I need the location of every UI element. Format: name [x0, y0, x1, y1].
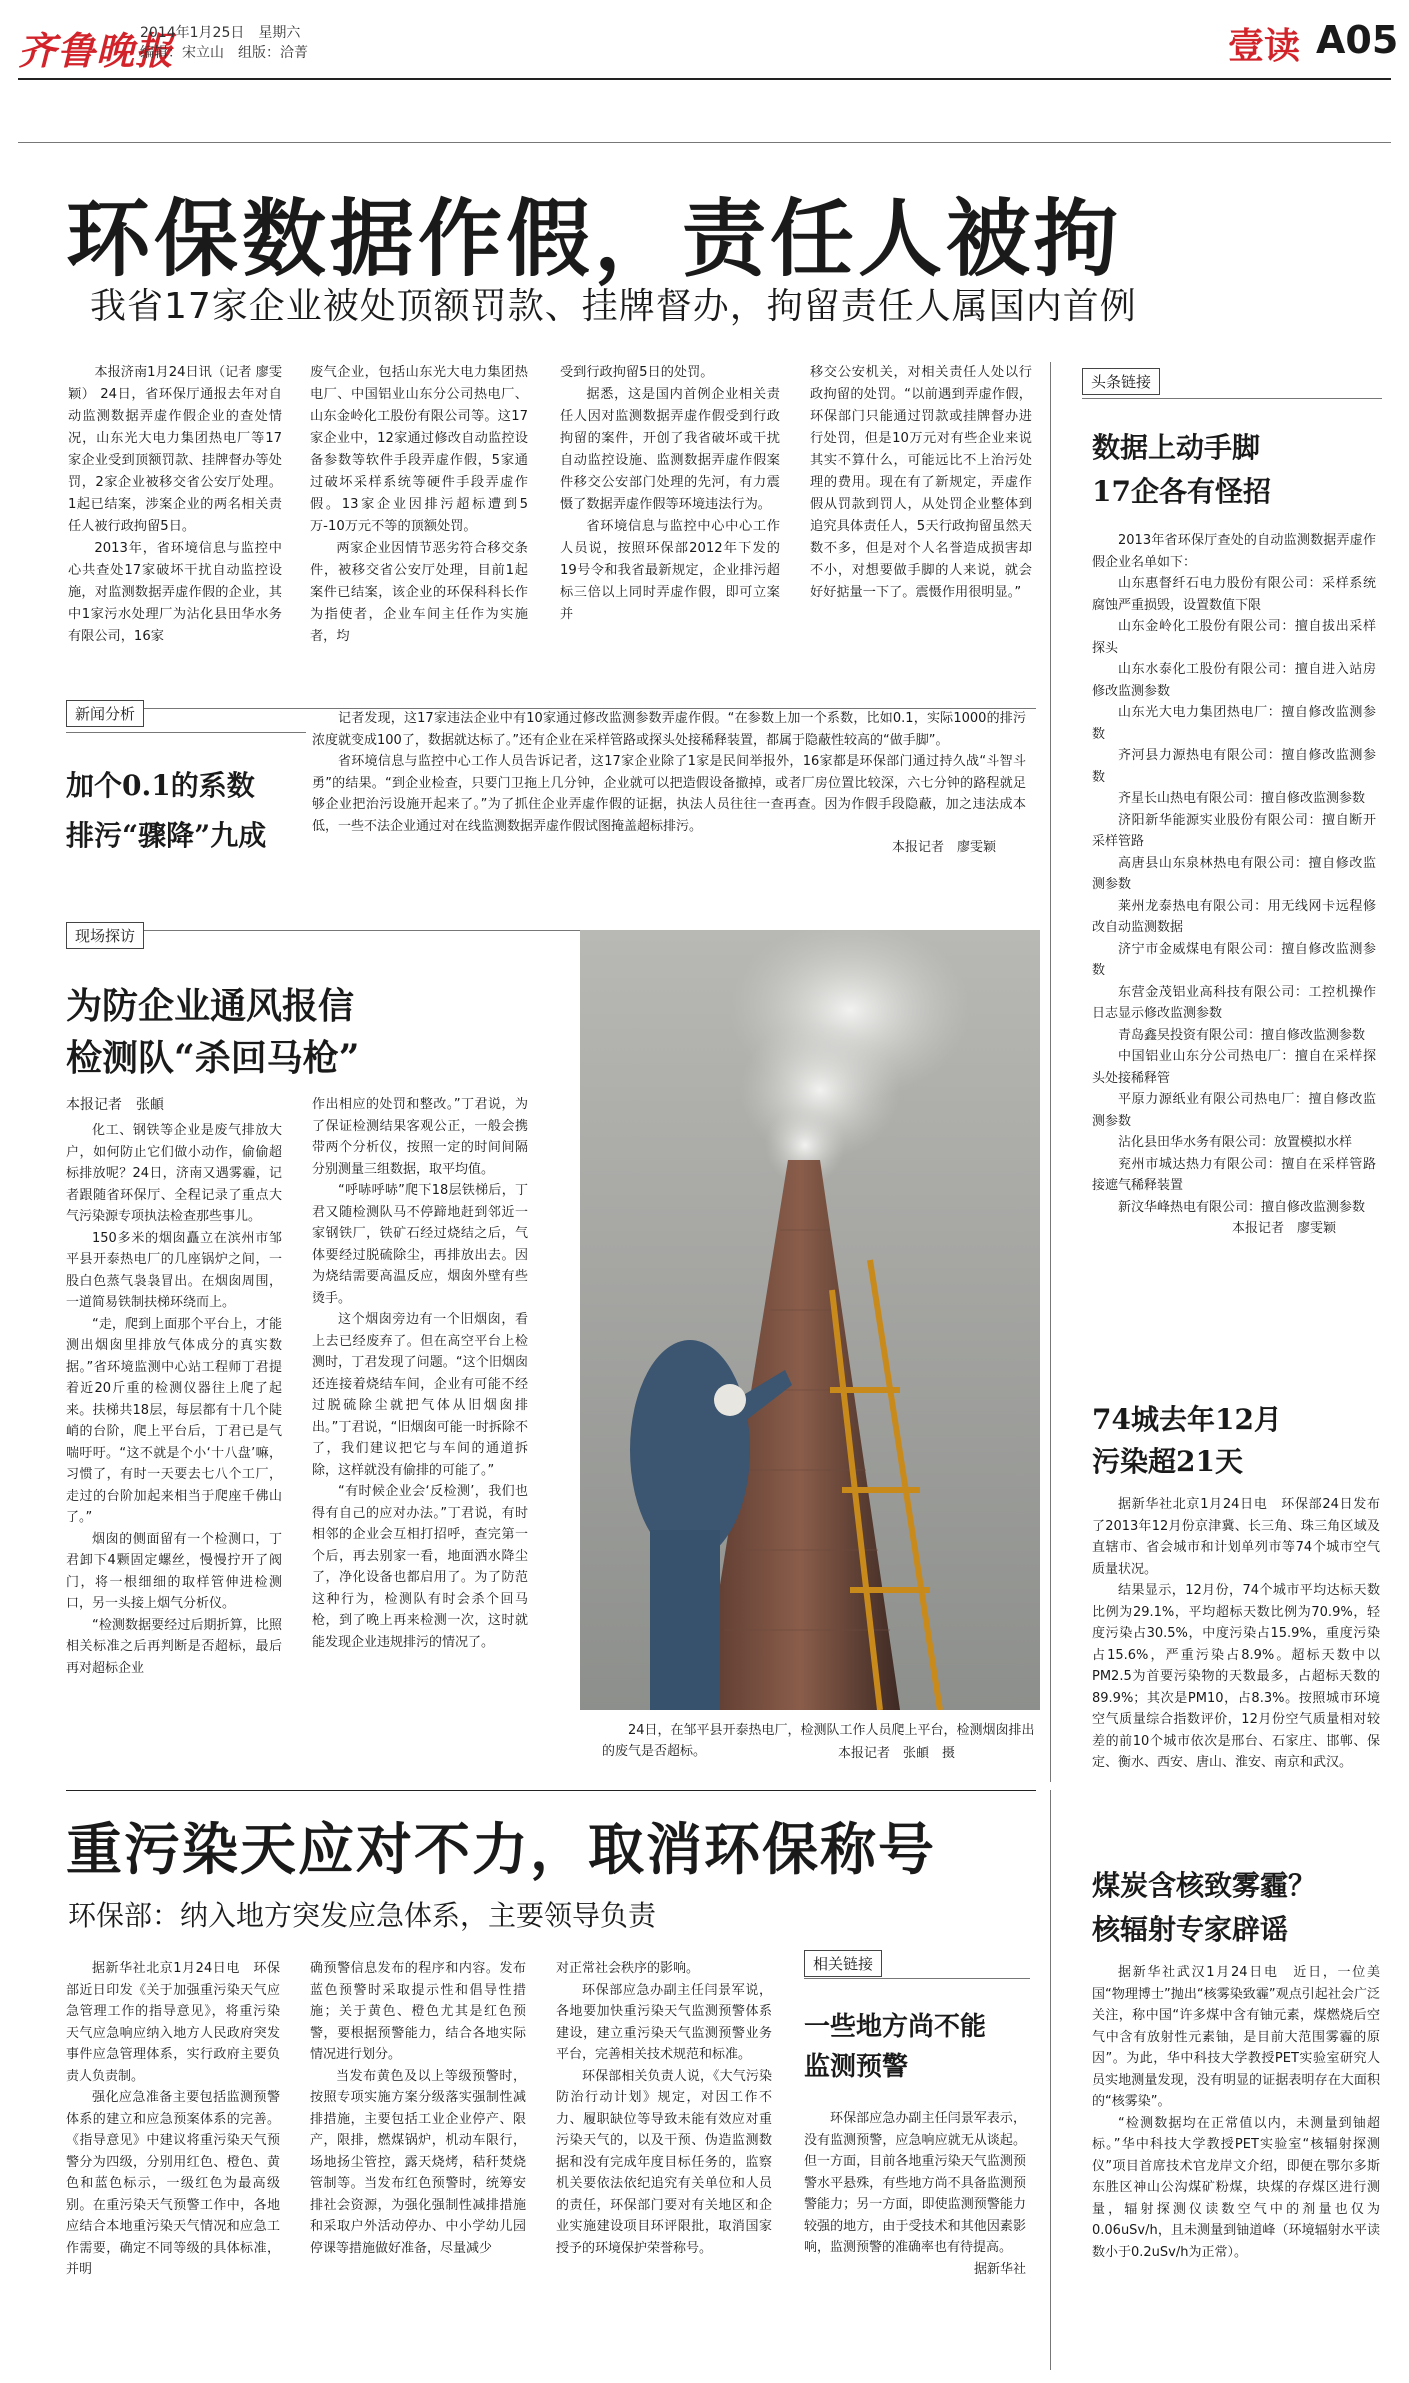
field-byline: 本报记者 张頔: [66, 1097, 164, 1113]
cities-body: 据新华社北京1月24日电 环保部24日发布了2013年12月份京津冀、长三角、珠三角区域及直辖市、省会城市和计划单列市等74个城市空气质量状况。 结果显示，12月份，74个城市平均达标天数比例为29.1%，平均超标天数比例为70.9%，轻度污染占30.5%，中度污染占15.9%，重度污染占15.6%，严重污染占8.9%。超标天数中以PM2.5为首要污染物的天数最多，占超标天数的89.9%；其次是PM10，占8.3%。按照城市环境空气质量综合指数评价，12月份空气质量相对较差的前10个城市依次是邢台、石家庄、邯郸、保定、衡水、西安、唐山、淮安、南京和武汉。: [1092, 1497, 1380, 1770]
smog-col-1: 据新华社北京1月24日电 环保部近日印发《关于加强重污染天气应急管理工作的指导意见》，将重污染天气应急响应纳入地方人民政府突发事件应急管理体系，实行政府主要负责人负责制。 强化应急准备主要包括监测预警体系的建立和应急预案体系的完善。《指导意见》中建议将重污染天气预警分为四级，分别用红色、橙色、黄色和蓝色标示，一级红色为最高级别。在重污染天气预警工作中，各地应结合本地重污染天气情况和应急工作需要，确定不同等级的具体标准，并明: [66, 1961, 280, 2277]
analysis-headline-2: 排污“骤降”九成: [66, 819, 267, 852]
paper-logo: 齐鲁晚报: [18, 28, 175, 73]
coal-headline-2: 核辐射专家辟谣: [1092, 1913, 1289, 1946]
sidebar1-tag: 头条链接: [1082, 368, 1160, 395]
byline: 本报记者 廖雯颖: [1231, 1221, 1336, 1236]
byline: 据新华社: [973, 2261, 1026, 2277]
cities-headline-2: 污染超21天: [1092, 1445, 1243, 1478]
list-item: 山东水泰化工股份有限公司：擅自进入站房修改监测参数: [1092, 662, 1376, 699]
section-name: 壹读: [1228, 25, 1301, 67]
smog-headline: 重污染天应对不力，取消环保称号: [66, 1817, 936, 1883]
coal-body: 据新华社武汉1月24日电 近日，一位美国“物理博士”抛出“核雾染致霾”观点引起社会广泛关注，称中国“许多煤中含有铀元素，煤燃烧后空气中含有放射性元素铀，是目前大范围雾霾的原因”。为此，华中科技大学教授PET实验室研究人员实地测量发现，没有明显的证据表明存在大面积的“核雾染”。 “检测数据均在正常值以内，未测量到铀超标。”华中科技大学教授PET实验室“核辐射探测仪”项目首席技术官龙岸文介绍，即便在鄂尔多斯东胜区神山公沟煤矿粉煤，块煤的存煤区进行测量，辐射探测仪读数空气中的剂量也仅为0.06uSv/h，且未测量到铀道峰（环境辐射水平读数小于0.2uSv/h为正常）。: [1092, 1965, 1380, 2260]
analysis-tag-rule: [66, 732, 306, 733]
photo-caption: 24日，在邹平县开泰热电厂，检测队工作人员爬上平台，检测烟囱排出的废气是否超标。: [602, 1723, 1035, 1759]
smog-col-3: 对正常社会秩序的影响。 环保部应急办副主任闫景军说，各地要加快重污染天气监测预警体系建设，建立重污染天气监测预警业务平台，完善相关技术规范和标准。 环保部相关负责人说，《大气污染防治行动计划》规定，对因工作不力、履职缺位等导致未能有效应对重污染天气的，以及干预、伪造监测数据和没有完成年度目标任务的，监察机关要依法依纪追究有关单位和人员的责任，环保部门要对有关地区和企业实施建设项目环评限批，取消国家授予的环境保护荣誉称号。: [556, 1961, 772, 2256]
col-divider: [1050, 362, 1051, 1782]
field-headline-1: 为防企业通风报信: [66, 985, 355, 1027]
editors-line: 编辑：宋立山 组版：洽菁: [140, 45, 308, 61]
coal-headline-1: 煤炭含核致雾霾？: [1092, 1869, 1317, 1902]
field-col-2: 作出相应的处罚和整改。”丁君说，为了保证检测结果客观公正，一般会携带两个分析仪，按照一定的时间间隔分别测量三组数据，取平均值。 “呼哧呼哧”爬下18层铁梯后，丁君又随检测队马不停蹄地赶到邻近一家钢铁厂，铁矿石经过烧结之后，气体要经过脱硫除尘，再排放出去。因为烧结需要高温反应，烟囱外壁有些烫手。 这个烟囱旁边有一个旧烟囱，看上去已经废弃了。但在高空平台上检测时，丁君发现了问题。“这个旧烟囱还连接着烧结车间，企业有可能不经过脱硫除尘就把气体从旧烟囱排出。”丁君说，“旧烟囱可能一时拆除不了，我们建议把它与车间的通道拆除，这样就没有偷排的可能了。” “有时候企业会‘反检测’，我们也得有自己的应对办法。”丁君说，有时相邻的企业会互相打招呼，查完第一个后，再去别家一看，地面洒水降尘了，净化设备也都启用了。为了防范这种行为，检测队有时会杀个回马枪，到了晚上再来检测一次，这时就能发现企业违规排污的情况了。: [312, 1097, 528, 1650]
sidebar1-headline-1: 数据上动手脚: [1092, 431, 1261, 464]
page-number: A05: [1316, 18, 1399, 62]
list-item: 新汶华峰热电有限公司：擅自修改监测参数: [1118, 1199, 1366, 1215]
sidebar1-box: [1068, 358, 1388, 1348]
list-item: 沾化县田华水务有限公司：放置模拟水样: [1118, 1135, 1353, 1150]
related-tag-rule: [804, 1978, 1030, 1979]
list-item: 青岛鑫旲投资有限公司：擅自修改监测参数: [1118, 1027, 1366, 1043]
lead-headline: 环保数据作假，责任人被拘: [66, 189, 1123, 288]
list-item: 济阳新华能源实业股份有限公司：擅自断开采样管路: [1092, 812, 1376, 849]
related-headline-1: 一些地方尚不能: [804, 2012, 987, 2042]
analysis-headline-1: 加个0.1的系数: [66, 769, 255, 802]
field-tag: 现场探访: [66, 922, 144, 949]
list-item: 莱州龙泰热电有限公司：用无线网卡远程修改自动监测数据: [1092, 898, 1376, 935]
list-item: 兖州市城达热力有限公司：擅自在采样管路接遮气稀释装置: [1092, 1156, 1376, 1193]
date-line: 2014年1月25日 星期六: [140, 25, 301, 41]
lead-subheadline: 我省17家企业被处顶额罚款、挂牌督办，拘留责任人属国内首例: [90, 286, 1137, 327]
related-box: [800, 1950, 1032, 2370]
sidebar1-tag-rule: [1082, 398, 1382, 399]
cities-headline-1: 74城去年12月: [1092, 1403, 1282, 1436]
list-item: 齐河县力源热电有限公司：擅自修改监测参数: [1092, 748, 1376, 785]
related-headline-2: 监测预警: [804, 2052, 909, 2082]
smog-col-2: 确预警信息发布的程序和内容。发布蓝色预警时采取提示性和倡导性措施；关于黄色、橙色尤其是红色预警，要根据预警能力，结合各地实际情况进行划分。 当发布黄色及以上等级预警时，按照专项实施方案分级落实强制性减排措施，主要包括工业企业停产、限产，限排，燃煤锅炉，机动车限行，场地扬尘管控，露天烧烤，秸秆焚烧管制等。当发布红色预警时，统筹安排社会资源，为强化强制性减排措施和采取户外活动停办、中小学幼儿园停课等措施做好准备，尽量减少: [310, 1961, 526, 2256]
list-item: 东营金茂铝业高科技有限公司：工控机操作日志显示修改监测参数: [1092, 984, 1376, 1021]
field-headline-2: 检测队“杀回马枪”: [66, 1037, 360, 1079]
smog-top-rule: [66, 1790, 1036, 1791]
list-item: 高唐县山东泉林热电有限公司：擅自修改监测参数: [1092, 855, 1376, 892]
list-item: 济宁市金威煤电有限公司：擅自修改监测参数: [1092, 941, 1376, 978]
related-tag: 相关链接: [804, 1950, 882, 1977]
list-item: 齐星长山热电有限公司：擅自修改监测参数: [1118, 791, 1366, 806]
sidebar1-headline-2: 17企各有怪招: [1092, 475, 1271, 508]
coal-divider: [1050, 1790, 1051, 2370]
masthead-rule: [18, 78, 1391, 80]
photo-credit: 本报记者 张頔 摄: [838, 1746, 956, 1761]
list-item: 中国铝业山东分公司热电厂：擅自在采样探头处接稀释管: [1092, 1049, 1376, 1086]
analysis-body: 记者发现，这17家违法企业中有10家通过修改监测参数弄虚作假。“在参数上加一个系数，比如0.1，实际1000的排污浓度就变成100了，数据就达标了。”还有企业在采样管路或探头处接稀释装置，都属于隐蔽性较高的“做手脚”。 省环境信息与监控中心工作人员告诉记者，这17家企业除了1家是民间举报外，16家都是环保部门通过持久战“斗智斗勇”的结果。“到企业检查，只要门卫拖上几分钟，企业就可以把造假设备撤掉，或者厂房位置比较深，六七分钟的路程就足够企业把治污设施开起来了。”为了抓住企业弄虚作假的证据，执法人员往往一查再查。因为作假手段隐蔽，加之违法成本低，一些不法企业通过对在线监测数据弄虚作假试图掩盖超标排污。 本报记者 廖雯颖: [312, 708, 1026, 859]
list-item: 平原力源纸业有限公司热电厂：擅自修改监测参数: [1092, 1092, 1376, 1129]
smog-subheadline: 环保部：纳入地方突发应急体系，主要领导负责: [68, 1899, 657, 1932]
lead-col-2: 废气企业，包括山东光大电力集团热电厂、中国铝业山东分公司热电厂、山东金岭化工股份有限公司等。这17家企业中，12家通过修改自动监控设备参数等软件手段弄虚作假，5家通过破坏采样系统等硬件手段弄虚作假。13家企业因排污超标遭到5万-10万元不等的顶额处罚。 两家企业因情节恶劣符合移交条件，被移交省公安厅处理，目前1起案件已结案，该企业的环保科科长作为指使者，企业车间主任作为实施者，均: [310, 365, 528, 644]
list-item: 山东金岭化工股份有限公司：擅自拔出采样探头: [1092, 619, 1376, 656]
related-body: 环保部应急办副主任闫景军表示，没有监测预警，应急响应就无从谈起。但一方面，目前各地重污染天气监测预警水平悬殊，有些地方尚不具备监测预警能力；另一方面，即使监测预警能力较强的地方，由于受技术和其他因素影响，监测预警的准确率也有待提高。 据新华社: [804, 2108, 1026, 2280]
field-col-1: 化工、钢铁等企业是废气排放大户，如何防止它们做小动作，偷偷超标排放呢？24日，济南又遇雾霾，记者跟随省环保厅、全程记录了重点大气污染源专项执法检查那些事儿。 150多米的烟囱矗立在滨州市邹平县开泰热电厂的几座锅炉之间，一股白色蒸气袅袅冒出。在烟囱周围，一道简易铁制扶梯环绕而上。 “走，爬到上面那个平台上，才能测出烟囱里排放气体成分的真实数据。”省环境监测中心站工程师丁君提着近20斤重的检测仪器往上爬了起来。扶梯共18层，每层都有十几个陡峭的台阶，爬上平台后，丁君已是气喘吁吁。“这不就是个小‘十八盘’嘛，习惯了，有时一天要去七八个工厂，走过的台阶加起来相当于爬座千佛山了。” 烟囱的侧面留有一个检测口，丁君卸下4颗固定螺丝，慢慢拧开了阀门，将一根细细的取样管伸进检测口，另一头接上烟气分析仪。 “检测数据要经过后期折算，比照相关标准之后再判断是否超标，最后再对超标企业: [66, 1123, 282, 1676]
chimney-photo: [580, 930, 1040, 1710]
sidebar1-list: 2013年省环保厅查处的自动监测数据弄虚作假企业名单如下： 山东惠督纤石电力股份有限公司：采样系统腐蚀严重损毁，设置数值下限 山东金岭化工股份有限公司：擅自拔出采样探头 山东水泰化工股份有限公司：擅自进入站房修改监测参数 山东光大电力集团热电厂：擅自修改监测参数 齐河县力源热电有限公司：擅自修改监测参数 齐星长山热电有限公司：擅自修改监测参数 济阳新华能源实业股份有限公司：擅自断开采样管路 高唐县山东泉林热电有限公司：擅自修改监测参数 莱州龙泰热电有限公司：用无线网卡远程修改自动监测数据 济宁市金威煤电有限公司：擅自修改监测参数 东营金茂铝业高科技有限公司：工控机操作日志显示修改监测参数 青岛鑫旲投资有限公司：擅自修改监测参数 中国铝业山东分公司热电厂：擅自在采样探头处接稀释管 平原力源纸业有限公司热电厂：擅自修改监测参数 沾化县田华水务有限公司：放置模拟水样 兖州市城达热力有限公司：擅自在采样管路接遮气稀释装置 新汶华峰热电有限公司：擅自修改监测参数 本报记者 廖雯颖: [1092, 530, 1376, 1240]
analysis-tag: 新闻分析: [66, 700, 144, 727]
list-item: 山东惠督纤石电力股份有限公司：采样系统腐蚀严重损毁，设置数值下限: [1092, 576, 1376, 613]
list-item: 山东光大电力集团热电厂：擅自修改监测参数: [1092, 705, 1376, 742]
lead-col-4: 移交公安机关，对相关责任人处以行政拘留的处罚。“以前遇到弄虚作假，环保部门只能通过罚款或挂牌督办进行处罚，但是10万元对有些企业来说其实不算什么，可能远比不上治污处理的费用。现在有了新规定，弄虚作假从罚款到罚人，从处罚企业整体到追究具体责任人，5天行政拘留虽然天数不多，但是对个人名誉造成损害却不小，对想要做手脚的人来说，就会好好掂量一下了。震慑作用很明显。”: [810, 365, 1032, 600]
lead-col-3: 受到行政拘留5日的处罚。 据悉，这是国内首例企业相关责任人因对监测数据弄虚作假受到行政拘留的案件，开创了我省破坏或干扰自动监控设施、监测数据弄虚作假案件移交公安部门处理的先河，有力震慑了数据弄虚作假等环境违法行为。 省环境信息与监控中心中心工作人员说，按照环保部2012年下发的19号令和我省最新规定，企业排污超标三倍以上同时弄虚作假，即可立案并: [560, 365, 780, 622]
chimney-photo-svg: [580, 930, 1040, 1710]
byline: 本报记者 廖雯颖: [891, 840, 996, 855]
masthead-rule-2: [18, 142, 1391, 143]
lead-col-1: 本报济南1月24日讯（记者 廖雯颖） 24日，省环保厅通报去年对自动监测数据弄虚作假企业的查处情况，山东光大电力集团热电厂等17家企业受到顶额罚款、挂牌督办等处罚，2家企业被移交省公安厅处理。1起已结案，涉案企业的两名相关责任人被行政拘留5日。 2013年，省环境信息与监控中心共查处17家破坏干扰自动监控设施，对监测数据弄虚作假的企业，其中1家污水处理厂为沾化县田华水务有限公司，16家: [68, 365, 283, 644]
